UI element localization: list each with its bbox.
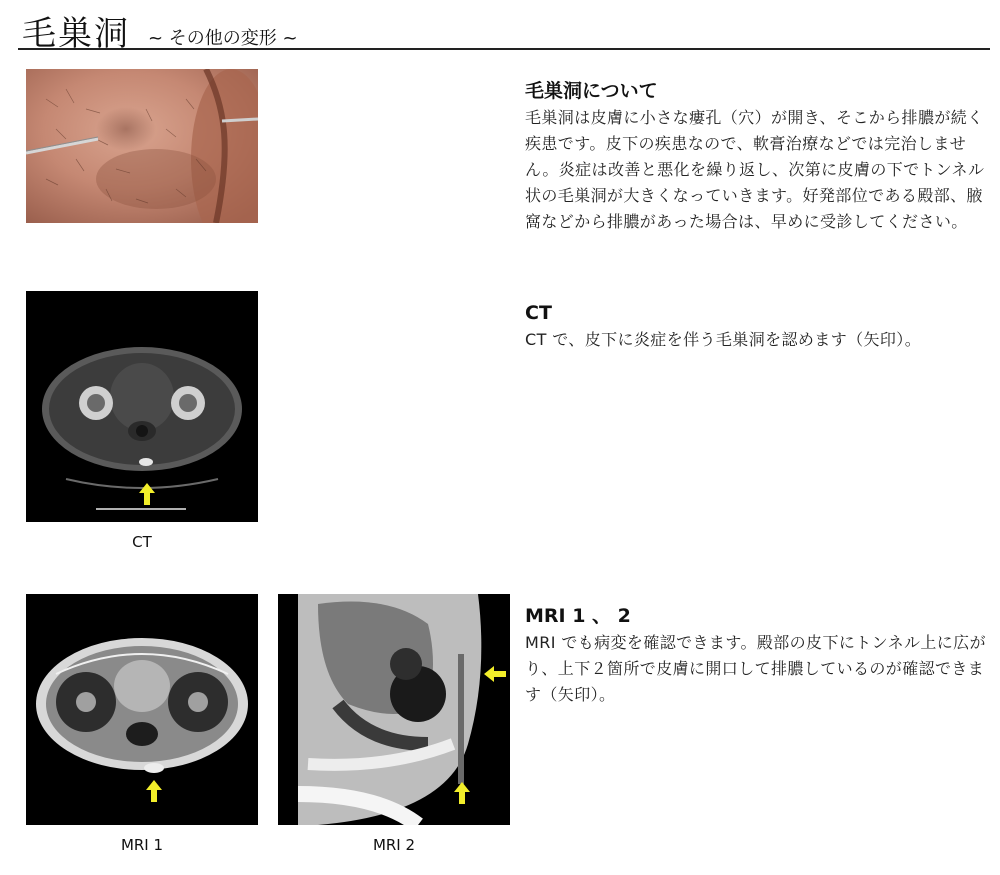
ct-arrow-icon bbox=[139, 483, 155, 505]
page-header bbox=[18, 4, 990, 54]
page-subtitle: ~ その他の変形 ~ bbox=[148, 28, 298, 49]
mri2-lower-arrow-icon bbox=[454, 782, 470, 804]
about-body: 毛巣洞は皮膚に小さな瘻孔（穴）が開き、そこから排膿が続く疾患です。皮下の疾患なので、軟膏治療などでは完治しません。炎症は改善と悪化を繰り返し、次第に皮膚の下でトンネル状の毛巣洞が大きくなっていきます。好発部位である殿部、腋窩などから排膿があった場合は、早めに受診してください。 bbox=[525, 108, 985, 231]
mri1-caption: MRI 1 bbox=[120, 836, 164, 854]
ct-heading: CT bbox=[525, 302, 552, 324]
mri-heading: MRI 1 、 2 bbox=[525, 605, 631, 627]
clinical-photo bbox=[26, 69, 258, 223]
mri2-image bbox=[278, 594, 510, 825]
mri1-arrow-icon bbox=[146, 780, 162, 802]
mri2-upper-arrow-icon bbox=[484, 666, 506, 682]
mri1-image bbox=[26, 594, 258, 825]
mri-body: MRI でも病変を確認できます。殿部の皮下にトンネル上に広がり、上下２箇所で皮膚に開口して排膿しているのが確認できます（矢印）。 bbox=[525, 633, 986, 704]
ct-caption: CT bbox=[132, 533, 152, 551]
mri-section bbox=[525, 604, 990, 708]
ct-body: CT で、皮下に炎症を伴う毛巣洞を認めます（矢印）。 bbox=[525, 330, 922, 349]
ct-section bbox=[525, 301, 990, 353]
page-title: 毛巣洞 bbox=[22, 14, 130, 54]
about-section bbox=[525, 79, 990, 235]
about-heading: 毛巣洞について bbox=[525, 80, 658, 102]
mri2-caption: MRI 2 bbox=[372, 836, 416, 854]
ct-scan-image bbox=[26, 291, 258, 522]
